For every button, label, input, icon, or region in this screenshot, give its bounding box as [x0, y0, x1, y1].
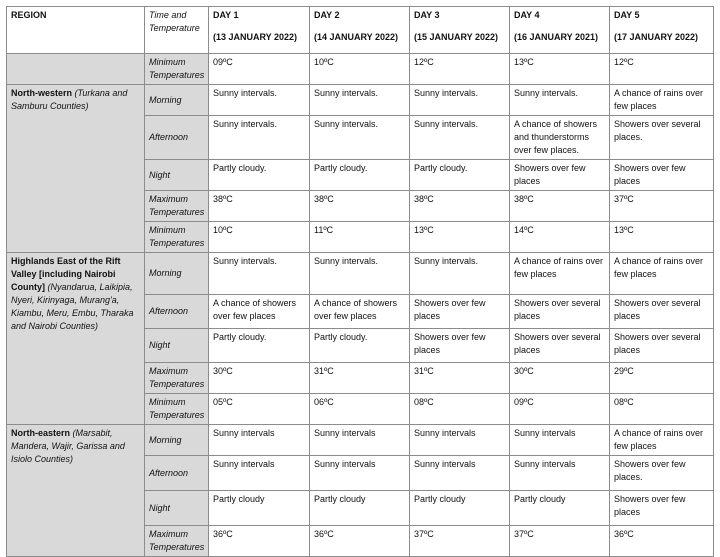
region-name: North-eastern: [11, 428, 71, 438]
forecast-cell: Sunny intervals.: [209, 253, 310, 295]
time-label: Minimum Temperatures: [145, 54, 209, 85]
forecast-cell: Sunny intervals.: [310, 253, 410, 295]
time-label: Morning: [145, 425, 209, 456]
table-row: [7, 85, 714, 116]
region-name: North-western: [11, 88, 73, 98]
forecast-cell: Sunny intervals: [510, 456, 610, 491]
region-cell-empty: [7, 54, 145, 85]
time-label: Afternoon: [145, 116, 209, 160]
forecast-cell: Partly cloudy.: [310, 160, 410, 191]
forecast-cell: Showers over few places: [410, 295, 510, 329]
region-cell: [7, 85, 145, 253]
header-row: [7, 7, 714, 54]
temp-cell: 08ºC: [610, 394, 714, 425]
time-label: Maximum Temperatures: [145, 191, 209, 222]
temp-cell: 13ºC: [610, 222, 714, 253]
forecast-cell: Showers over several places.: [610, 116, 714, 160]
temp-cell: 05ºC: [209, 394, 310, 425]
forecast-cell: A chance of showers and thunderstorms over few places.: [510, 116, 610, 160]
forecast-cell: Sunny intervals.: [410, 253, 510, 295]
forecast-cell: Partly cloudy: [310, 491, 410, 526]
forecast-cell: Sunny intervals.: [510, 85, 610, 116]
time-label: Night: [145, 491, 209, 526]
forecast-cell: Partly cloudy: [410, 491, 510, 526]
forecast-cell: Partly cloudy: [209, 491, 310, 526]
time-header: Time and Temperature: [145, 7, 209, 54]
forecast-cell: Showers over few places.: [610, 456, 714, 491]
temp-cell: 37ºC: [410, 526, 510, 557]
forecast-cell: Showers over several places: [510, 329, 610, 363]
day-header: DAY 1 (13 JANUARY 2022): [209, 7, 310, 54]
temp-cell: 37ºC: [610, 191, 714, 222]
forecast-cell: Sunny intervals: [410, 456, 510, 491]
forecast-cell: Partly cloudy.: [410, 160, 510, 191]
time-label: Afternoon: [145, 456, 209, 491]
temp-cell: 38ºC: [310, 191, 410, 222]
day-header: DAY 5 (17 JANUARY 2022): [610, 7, 714, 54]
region-header: REGION: [7, 7, 145, 54]
region-counties: (Marsabit, Mandera, Wajir, Garissa and Isiolo Counties): [11, 428, 125, 464]
forecast-cell: Partly cloudy: [510, 491, 610, 526]
temp-cell: 08ºC: [410, 394, 510, 425]
day-header: DAY 4 (16 JANUARY 2021): [510, 7, 610, 54]
time-label: Minimum Temperatures: [145, 222, 209, 253]
region-counties: (Turkana and Samburu Counties): [11, 88, 128, 111]
forecast-cell: Sunny intervals: [410, 425, 510, 456]
temp-cell: 06ºC: [310, 394, 410, 425]
time-label: Night: [145, 160, 209, 191]
forecast-cell: A chance of rains over few places: [510, 253, 610, 295]
forecast-cell: Partly cloudy.: [209, 329, 310, 363]
region-counties: (Nyandarua, Laikipia, Nyeri, Kirinyaga, Murang'a, Kiambu, Meru, Embu, Tharaka and Nairobi Counties): [11, 282, 134, 331]
temp-cell: 12ºC: [610, 54, 714, 85]
forecast-cell: Sunny intervals: [510, 425, 610, 456]
temp-cell: 31ºC: [410, 363, 510, 394]
forecast-cell: Showers over few places: [510, 160, 610, 191]
time-label: Maximum Temperatures: [145, 363, 209, 394]
temp-cell: 13ºC: [510, 54, 610, 85]
temp-cell: 38ºC: [209, 191, 310, 222]
temp-cell: 13ºC: [410, 222, 510, 253]
forecast-cell: Sunny intervals: [209, 456, 310, 491]
region-cell: [7, 425, 145, 557]
temp-cell: 09ºC: [510, 394, 610, 425]
forecast-cell: Showers over few places: [610, 491, 714, 526]
forecast-cell: Sunny intervals.: [209, 85, 310, 116]
temp-cell: 36ºC: [310, 526, 410, 557]
forecast-cell: Sunny intervals.: [410, 116, 510, 160]
time-label: Morning: [145, 253, 209, 295]
forecast-cell: Sunny intervals.: [410, 85, 510, 116]
temp-cell: 36ºC: [610, 526, 714, 557]
forecast-cell: Partly cloudy.: [310, 329, 410, 363]
forecast-cell: Sunny intervals.: [310, 116, 410, 160]
temp-cell: 29ºC: [610, 363, 714, 394]
forecast-cell: A chance of rains over few places: [610, 253, 714, 295]
forecast-cell: A chance of rains over few places: [610, 425, 714, 456]
table-row: [7, 253, 714, 295]
time-label: Minimum Temperatures: [145, 394, 209, 425]
forecast-cell: Sunny intervals.: [209, 116, 310, 160]
temp-cell: 30ºC: [510, 363, 610, 394]
forecast-cell: Showers over several places: [610, 329, 714, 363]
forecast-cell: Showers over several places: [510, 295, 610, 329]
temp-cell: 31ºC: [310, 363, 410, 394]
forecast-cell: Sunny intervals: [310, 425, 410, 456]
temp-cell: 38ºC: [410, 191, 510, 222]
forecast-cell: A chance of rains over few places: [610, 85, 714, 116]
forecast-cell: Showers over few places: [410, 329, 510, 363]
time-label: Maximum Temperatures: [145, 526, 209, 557]
temp-cell: 11ºC: [310, 222, 410, 253]
forecast-table: [6, 6, 714, 557]
temp-cell: 10ºC: [310, 54, 410, 85]
region-name: Highlands East of the Rift Valley [including Nairobi County]: [11, 256, 121, 292]
region-cell: [7, 253, 145, 425]
forecast-cell: Sunny intervals: [310, 456, 410, 491]
temp-cell: 36ºC: [209, 526, 310, 557]
time-label: Morning: [145, 85, 209, 116]
forecast-cell: A chance of showers over few places: [310, 295, 410, 329]
temp-cell: 14ºC: [510, 222, 610, 253]
table-row: [7, 54, 714, 85]
forecast-cell: Partly cloudy.: [209, 160, 310, 191]
time-label: Afternoon: [145, 295, 209, 329]
forecast-cell: A chance of showers over few places: [209, 295, 310, 329]
table-row: [7, 425, 714, 456]
day-header: DAY 3 (15 JANUARY 2022): [410, 7, 510, 54]
temp-cell: 38ºC: [510, 191, 610, 222]
time-label: Night: [145, 329, 209, 363]
forecast-cell: Sunny intervals: [209, 425, 310, 456]
day-header: DAY 2 (14 JANUARY 2022): [310, 7, 410, 54]
forecast-cell: Sunny intervals.: [310, 85, 410, 116]
temp-cell: 30ºC: [209, 363, 310, 394]
temp-cell: 37ºC: [510, 526, 610, 557]
forecast-cell: Showers over few places: [610, 160, 714, 191]
forecast-cell: Showers over several places: [610, 295, 714, 329]
temp-cell: 09ºC: [209, 54, 310, 85]
temp-cell: 10ºC: [209, 222, 310, 253]
temp-cell: 12ºC: [410, 54, 510, 85]
